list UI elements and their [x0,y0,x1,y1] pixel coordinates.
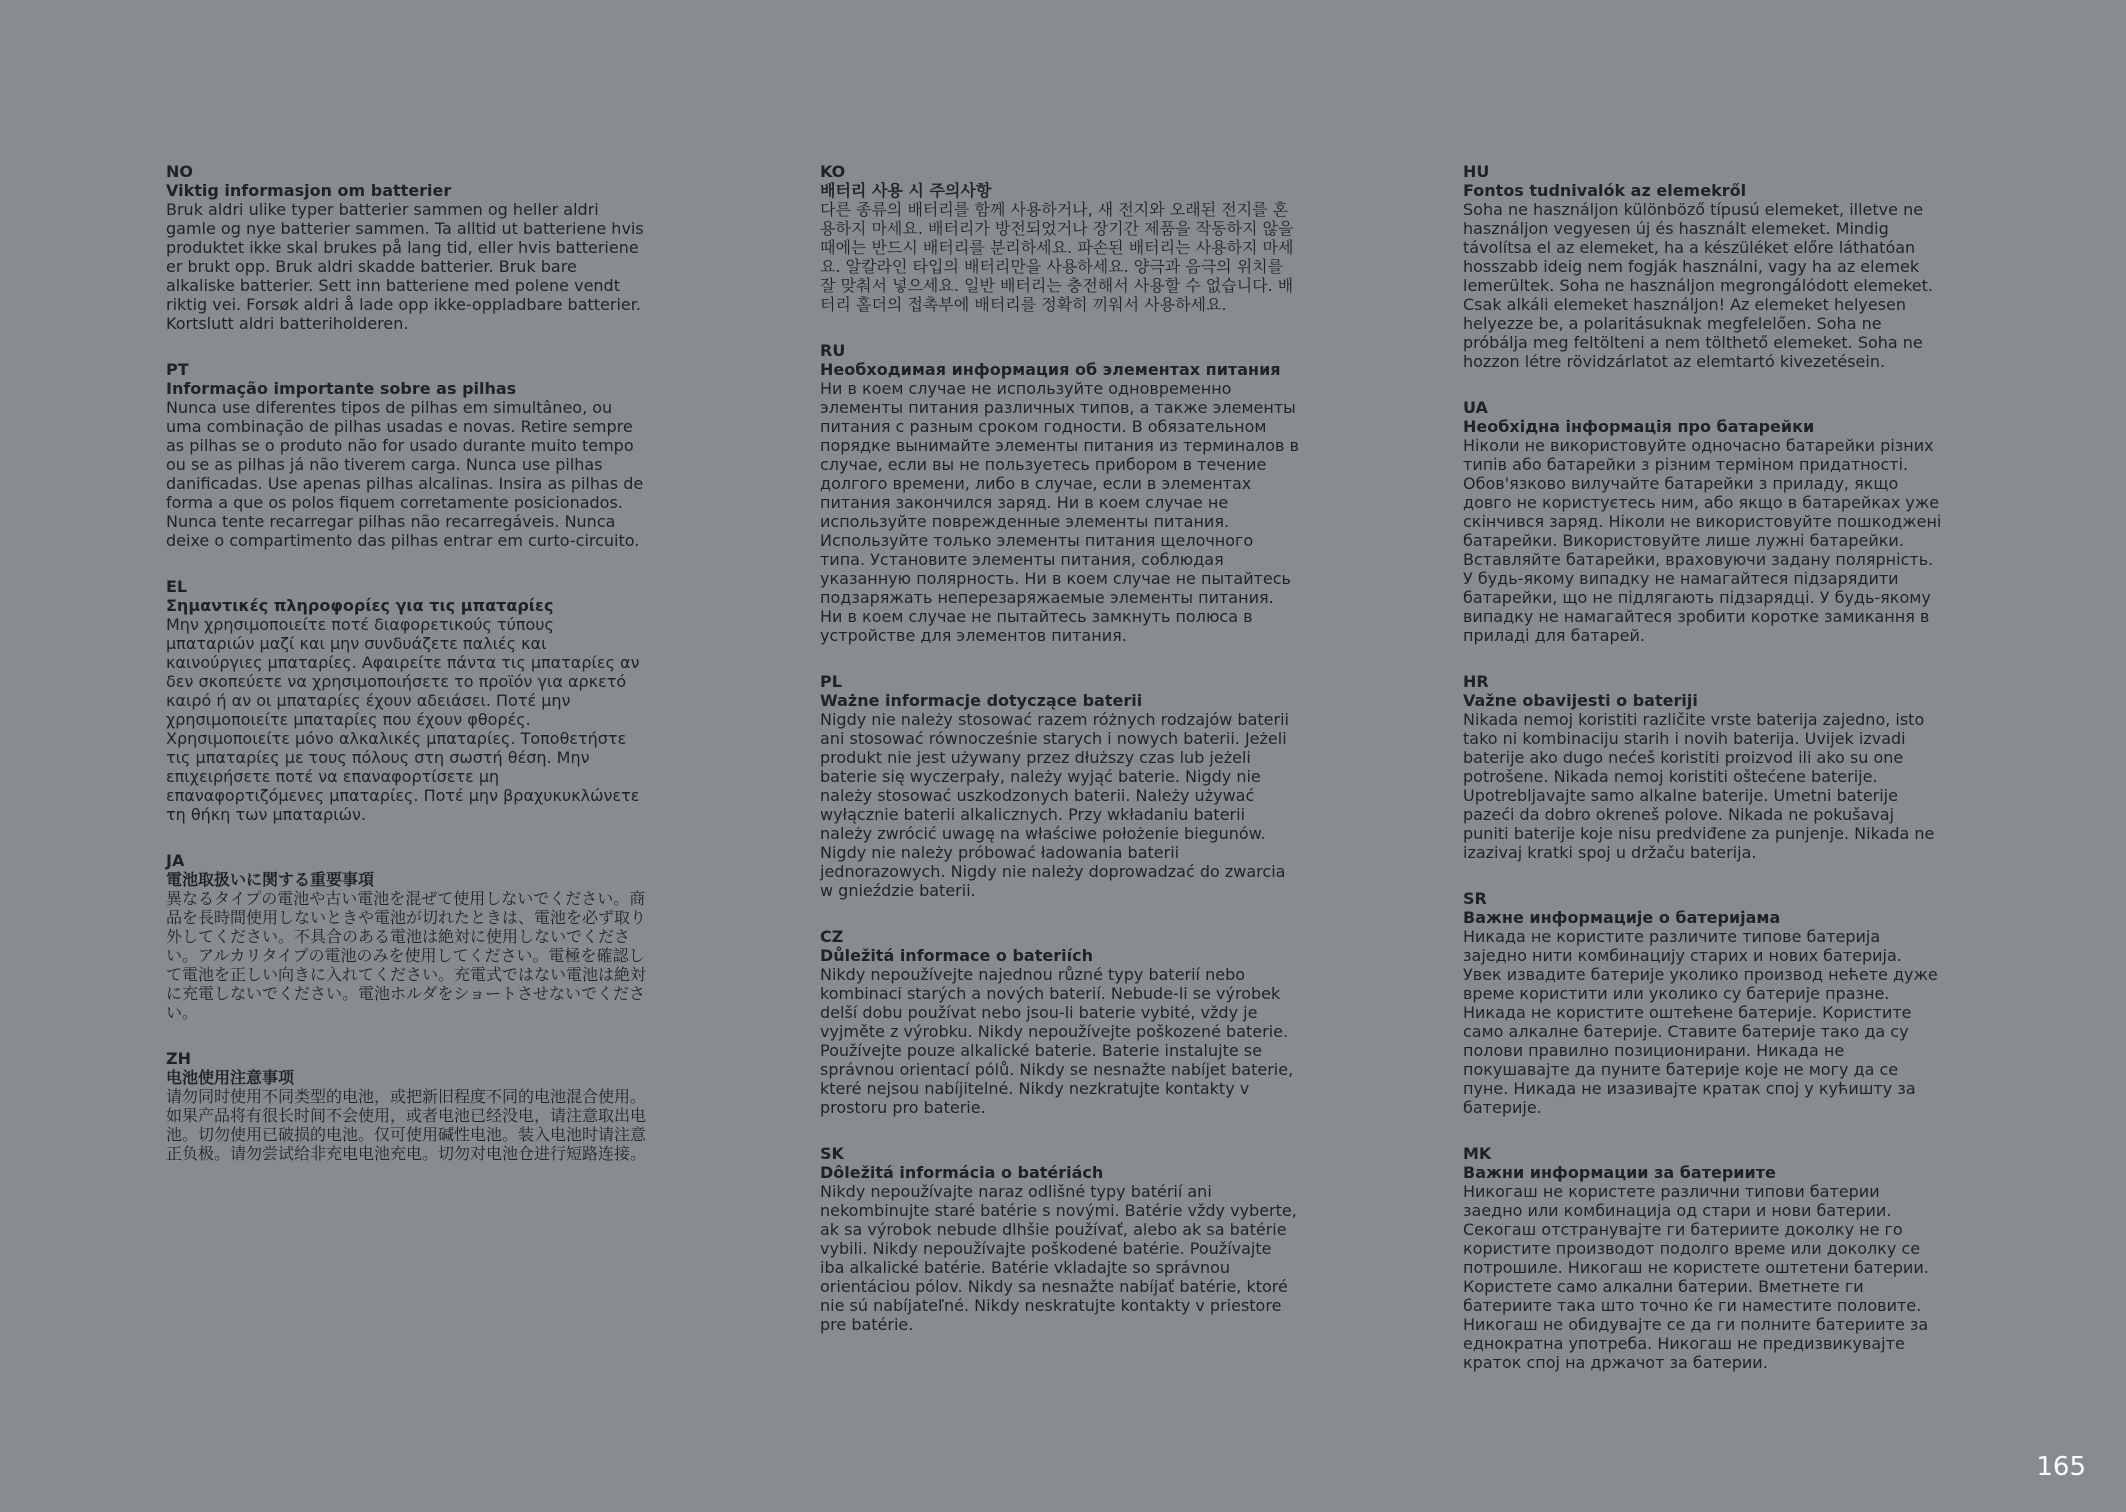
section-title: Необхідна інформація про батарейки [1463,417,1815,436]
language-code: NO [166,162,193,181]
section-title: 배터리 사용 시 주의사항 [820,181,992,200]
language-section-el [166,577,646,824]
section-title: Σημαντικές πληροφορίες για τις μπαταρίες [166,596,554,615]
section-body: Nikdy nepoužívajte naraz odlišné typy batérií ani nekombinujte staré batérie s novými. Batérie vždy vyberte, ak sa výrobok nebude dlhšie používať, alebo ak sa batérie vybili. Nikdy nepoužívajte poškodené batérie. Používajte iba alkalické batérie. Batérie vkladajte so správnou orientáciou pólov. Nikdy sa nesnažte nabíjať batérie, ktoré nie sú nabíjateľné. Nikdy neskratujte kontakty v priestore pre batérie. [820,1182,1297,1334]
language-code: HR [1463,672,1489,691]
section-body: Nikdy nepoužívejte najednou různé typy baterií nebo kombinaci starých a nových baterií. Nebude-li se výrobek delší dobu používat nebo jsou-li baterie vybité, vždy je vyjměte z výrobku. Nikdy nepoužívejte poškozené baterie. Používejte pouze alkalické baterie. Baterie instalujte se správnou orientací pólů. Nikdy se nesnažte nabíjet baterie, které nejsou nabíjitelné. Nikdy nezkratujte kontakty v prostoru pro baterie. [820,965,1294,1117]
language-section-hu [1463,162,1943,371]
section-body: Ніколи не використовуйте одночасно батарейки різних типів або батарейки з різним терміном придатності. Обов'язково вилучайте батарейки з приладу, якщо довго не користуєтесь ним, або якщо в батарейках уже скінчився заряд. Ніколи не використовуйте пошкоджені батарейки. Використовуйте лише лужні батарейки. Вставляйте батарейки, враховуючи задану полярність. У будь-якому випадку не намагайтеся підзарядити батарейки, що не підлягають підзарядці. У будь-якому випадку не намагайтеся зробити коротке замикання в приладі для батарей. [1463,436,1942,645]
section-body: Nigdy nie należy stosować razem różnych rodzajów baterii ani stosować równocześnie starych i nowych baterii. Jeżeli produkt nie jest używany przez dłuższy czas lub jeżeli baterie się wyczerpały, należy wyjąć baterie. Nigdy nie należy stosować uszkodzonych baterii. Należy używać wyłącznie baterii alkalicznych. Przy wkładaniu baterii należy zwrócić uwagę na właściwe położenie biegunów. Nigdy nie należy próbować ładowania baterii jednorazowych. Nigdy nie należy doprowadzać do zwarcia w gnieździe baterii. [820,710,1289,900]
language-section-pt [166,360,646,550]
language-code: SK [820,1144,844,1163]
section-title: Informação importante sobre as pilhas [166,379,517,398]
language-section-pl [820,672,1300,900]
section-body: 请勿同时使用不同类型的电池，或把新旧程度不同的电池混合使用。如果产品将有很长时间不会使用，或者电池已经没电，请注意取出电池。切勿使用已破损的电池。仅可使用碱性电池。装入电池时请注意正负极。请勿尝试给非充电电池充电。切勿对电池仓进行短路连接。 [166,1087,647,1163]
language-code: JA [166,851,185,870]
language-section-cz [820,927,1300,1117]
language-code: KO [820,162,846,181]
section-title: Důležitá informace o bateriích [820,946,1093,965]
section-title: Važne obavijesti o bateriji [1463,691,1698,710]
section-body: Ни в коем случае не используйте одновременно элементы питания различных типов, а также элементы питания с разным сроком годности. В обязательном порядке вынимайте элементы питания из терминалов в случае, если вы не пользуетесь прибором в течение долгого времени, либо в случае, если в элементах питания закончился заряд. Ни в коем случае не используйте поврежденные элементы питания. Используйте только элементы питания щелочного типа. Установите элементы питания, соблюдая указанную полярность. Ни в коем случае не пытайтесь подзаряжать неперезаряжаемые элементы питания. Ни в коем случае не пытайтесь замкнуть полюса в устройстве для элементов питания. [820,379,1299,645]
column-2 [820,162,1300,1361]
language-section-ua [1463,398,1943,645]
language-code: SR [1463,889,1487,908]
language-section-ja [166,851,646,1022]
language-section-zh [166,1049,646,1163]
section-title: Viktig informasjon om batterier [166,181,452,200]
section-title: Dôležitá informácia o batériách [820,1163,1104,1182]
column-1 [166,162,646,1190]
language-section-sk [820,1144,1300,1334]
language-code: ZH [166,1049,191,1068]
language-code: EL [166,577,188,596]
section-body: Μην χρησιμοποιείτε ποτέ διαφορετικούς τύπους μπαταριών μαζί και μην συνδυάζετε παλιές και καινούργιες μπαταρίες. Αφαιρείτε πάντα τις μπαταρίες αν δεν σκοπεύετε να χρησιμοποιήσετε το προϊόν για αρκετό καιρό ή αν οι μπαταρίες έχουν αδειάσει. Ποτέ μην χρησιμοποιείτε μπαταρίες που έχουν φθορές. Χρησιμοποιείτε μόνο αλκαλικές μπαταρίες. Τοποθετήστε τις μπαταρίες με τους πόλους στη σωστή θέση. Μην επιχειρήσετε ποτέ να επαναφορτίσετε μη επαναφορτιζόμενες μπαταρίες. Ποτέ μην βραχυκυκλώνετε τη θήκη των μπαταριών. [166,615,640,824]
section-body: Никада не користите различите типове батерија заједно нити комбинацију старих и нових батерија. Увек извадите батерије уколико производ нећете дуже време користити или уколико су батерије празне. Никада не користите оштећене батерије. Користите само алкалне батерије. Ставите батерије тако да су полови правилно позиционирани. Никада не покушавајте да пуните батерије које не могу да се пуне. Никада не изазивајте кратак спој у кућишту за батерије. [1463,927,1938,1117]
section-body: 異なるタイプの電池や古い電池を混ぜて使用しないでください。商品を長時間使用しないときや電池が切れたときは、電池を必ず取り外してください。不具合のある電池は絶対に使用しないでください。アルカリタイプの電池のみを使用してください。電極を確認して電池を正しい向きに入れてください。充電式ではない電池は絶対に充電しないでください。電池ホルダをショートさせないでください。 [166,889,647,1022]
section-body: Soha ne használjon különböző típusú elemeket, illetve ne használjon vegyesen új és használt elemeket. Mindig távolítsa el az elemeket, ha a készüléket előre láthatóan hosszabb ideig nem fogják használni, vagy ha az elemek lemerültek. Soha ne használjon megrongálódott elemeket. Csak alkáli elemeket használjon! Az elemeket helyesen helyezze be, a polaritásuknak megfelelően. Soha ne próbálja meg feltölteni a nem tölthető elemeket. Soha ne hozzon létre rövidzárlatot az elemtartó kivezetésein. [1463,200,1933,371]
column-3 [1463,162,1943,1399]
section-body: Bruk aldri ulike typer batterier sammen og heller aldri gamle og nye batterier sammen. Ta alltid ut batteriene hvis produktet ikke skal brukes på lang tid, eller hvis batteriene er brukt opp. Bruk aldri skadde batterier. Bruk bare alkaliske batterier. Sett inn batteriene med polene vendt riktig vei. Forsøk aldri å lade opp ikke-oppladbare batterier. Kortslutt aldri batteriholderen. [166,200,644,333]
section-title: Важни информации за батериите [1463,1163,1776,1182]
section-body: Nikada nemoj koristiti različite vrste baterija zajedno, isto tako ni kombinaciju starih i novih baterija. Uvijek izvadi baterije ako dugo nećeš koristiti proizvod ili ako su one potrošene. Nikada nemoj koristiti oštećene baterije. Upotrebljavajte samo alkalne baterije. Umetni baterije pazeći da dobro okreneš polove. Nikada ne pokušavaj puniti baterije koje nisu predviđene za punjenje. Nikada ne izazivaj kratki spoj u držaču baterija. [1463,710,1935,862]
language-code: MK [1463,1144,1492,1163]
section-title: Необходимая информация об элементах питания [820,360,1281,379]
language-section-no [166,162,646,333]
section-title: 電池取扱いに関する重要事項 [166,870,375,889]
language-section-mk [1463,1144,1943,1372]
language-section-ru [820,341,1300,645]
language-code: UA [1463,398,1488,417]
language-section-sr [1463,889,1943,1117]
language-section-hr [1463,672,1943,862]
language-section-ko [820,162,1300,314]
section-title: Ważne informacje dotyczące baterii [820,691,1143,710]
language-code: HU [1463,162,1490,181]
section-title: Важне информације о батеријама [1463,908,1781,927]
section-body: Никогаш не користете различни типови батерии заедно или комбинација од стари и нови батерии. Секогаш отстранувајте ги батериите доколку не го користите производот подолго време или доколку се потрошиле. Никогаш не користете оштетени батерии. Користете само алкални батерии. Вметнете ги батериите така што точно ќе ги наместите половите. Никогаш не обидувајте се да ги полните батериите за еднократна употреба. Никогаш не предизвикувајте краток спој на држачот за батерии. [1463,1182,1929,1372]
language-code: CZ [820,927,844,946]
section-body: Nunca use diferentes tipos de pilhas em simultâneo, ou uma combinação de pilhas usadas e novas. Retire sempre as pilhas se o produto não for usado durante muito tempo ou se as pilhas já não tiverem carga. Nunca use pilhas danificadas. Use apenas pilhas alcalinas. Insira as pilhas de forma a que os polos fiquem corretamente posicionados. Nunca tente recarregar pilhas não recarregáveis. Nunca deixe o compartimento das pilhas entrar em curto-circuito. [166,398,644,550]
language-code: PT [166,360,189,379]
section-title: 电池使用注意事项 [166,1068,295,1087]
page-number: 165 [2036,1452,2086,1482]
section-title: Fontos tudnivalók az elemekről [1463,181,1747,200]
section-body: 다른 종류의 배터리를 함께 사용하거나, 새 전지와 오래된 전지를 혼용하지 마세요. 배터리가 방전되었거나 장기간 제품을 작동하지 않을 때에는 반드시 배터리를 분리하세요. 파손된 배터리는 사용하지 마세요. 알칼라인 타입의 배터리만을 사용하세요. 양극과 음극의 위치를 잘 맞춰서 넣으세요. 일반 배터리는 충전해서 사용할 수 없습니다. 배터리 홀더의 접촉부에 배터리를 정확히 끼워서 사용하세요. [820,200,1294,314]
language-code: PL [820,672,842,691]
language-code: RU [820,341,846,360]
